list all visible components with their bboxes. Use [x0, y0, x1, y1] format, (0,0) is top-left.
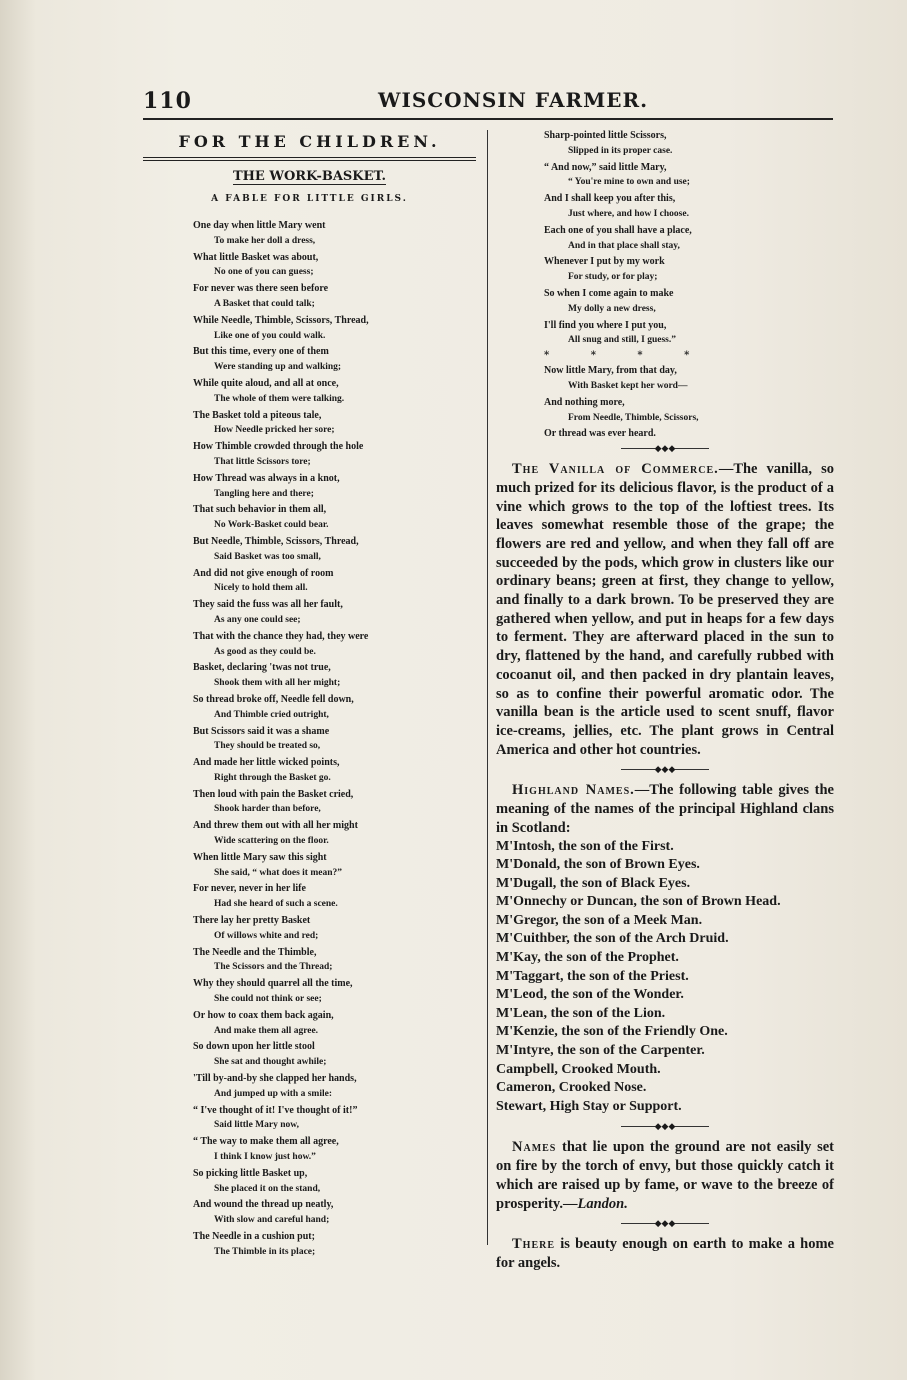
divider: ◆◆◆: [496, 1120, 834, 1134]
poem-line: She said, “ what does it mean?”: [214, 867, 342, 878]
poem-line: Or thread was ever heard.: [544, 428, 656, 440]
poem-subtitle: A FABLE FOR LITTLE GIRLS.: [211, 194, 408, 204]
poem-stanzas-left: [143, 218, 476, 1261]
column-rule: [487, 130, 488, 1245]
poem-line: That little Scissors tore;: [214, 456, 311, 467]
poem-line: Of willows white and red;: [214, 930, 319, 941]
poem-line: What little Basket was about,: [193, 251, 319, 263]
poem-line: And wound the thread up neatly,: [193, 1199, 334, 1211]
clan-name-entry: M'Onnechy or Duncan, the son of Brown Head.: [496, 894, 781, 910]
names-quote-author: Landon.: [577, 1195, 628, 1212]
clan-name-entry: M'Kenzie, the son of the Friendly One.: [496, 1024, 728, 1040]
highland-article: [496, 781, 834, 837]
vanilla-article: [496, 460, 834, 759]
poem-line: “ You're mine to own and use;: [568, 177, 690, 188]
publication-title: WISCONSIN FARMER.: [378, 88, 649, 112]
section-heading: FOR THE CHILDREN.: [178, 132, 441, 151]
clan-name-entry: Campbell, Crooked Mouth.: [496, 1061, 661, 1077]
poem-line: Whenever I put by my work: [544, 256, 665, 268]
names-quote: [496, 1138, 834, 1213]
poem-line: I think I know just how.”: [214, 1152, 316, 1163]
poem-line: Said Basket was too small,: [214, 551, 321, 562]
clan-name-entry: M'Intyre, the son of the Carpenter.: [496, 1043, 705, 1059]
poem-line: “ The way to make them all agree,: [193, 1136, 339, 1148]
clan-name-entry: Stewart, High Stay or Support.: [496, 1098, 682, 1114]
page-number: 110: [143, 88, 192, 114]
poem-line: Shook them with all her might;: [214, 678, 341, 689]
poem-line: Slipped in its proper case.: [568, 145, 673, 156]
clan-name-entry: M'Taggart, the son of the Priest.: [496, 968, 689, 984]
poem-line: She sat and thought awhile;: [214, 1057, 327, 1068]
poem-line: To make her doll a dress,: [214, 235, 316, 246]
left-column: [143, 128, 476, 1261]
poem-line: Or how to coax them back again,: [193, 1009, 334, 1021]
poem-line: From Needle, Thimble, Scissors,: [568, 412, 699, 423]
poem-line: And did not give enough of room: [193, 567, 334, 579]
poem-line: And in that place shall stay,: [568, 240, 680, 251]
poem-line: With Basket kept her word—: [568, 380, 688, 391]
poem-stars: * * * *: [544, 350, 690, 362]
poem-line: Like one of you could walk.: [214, 330, 326, 341]
poem-line: And threw them out with all her might: [193, 820, 358, 832]
poem-line: So picking little Basket up,: [193, 1167, 308, 1179]
poem-line: While Needle, Thimble, Scissors, Thread,: [193, 314, 369, 326]
clan-name-entry: M'Donald, the son of Brown Eyes.: [496, 857, 700, 873]
poem-line: That with the chance they had, they were: [193, 630, 369, 642]
poem-line: They should be treated so,: [214, 741, 321, 752]
section-rule: [143, 157, 476, 161]
poem-line: Each one of you shall have a place,: [544, 224, 692, 236]
poem-line: Were standing up and walking;: [214, 362, 342, 373]
clan-name-entry: Cameron, Crooked Nose.: [496, 1080, 647, 1096]
clan-name-entry: M'Lean, the son of the Lion.: [496, 1005, 666, 1021]
clan-name-entry: M'Dugall, the son of Black Eyes.: [496, 875, 691, 891]
poem-line: How Thread was always in a knot,: [193, 472, 340, 484]
poem-line: Tangling here and there;: [214, 488, 314, 499]
beauty-text: is beauty enough on earth to make a home for angels.: [496, 1236, 834, 1271]
poem-line: “ I've thought of it! I've thought of it!”: [193, 1104, 358, 1116]
header-rule: [143, 118, 833, 120]
poem-line: The Needle and the Thimble,: [193, 946, 317, 958]
clan-name-entry: M'Intosh, the son of the First.: [496, 838, 674, 854]
poem-line: Had she heard of such a scene.: [214, 899, 338, 910]
highland-lead: Highland Names.: [512, 782, 635, 799]
poem-line: And I shall keep you after this,: [544, 193, 676, 205]
poem-line: My dolly a new dress,: [568, 303, 656, 314]
poem-line: So thread broke off, Needle fell down,: [193, 693, 354, 705]
poem-line: All snug and still, I guess.”: [568, 335, 676, 346]
poem-line: No Work-Basket could bear.: [214, 520, 329, 531]
poem-line: When little Mary saw this sight: [193, 851, 327, 863]
poem-line: The Needle in a cushion put;: [193, 1231, 315, 1242]
beauty-quote: [496, 1235, 834, 1272]
poem-line: And nothing more,: [544, 396, 625, 408]
poem-line: Said little Mary now,: [214, 1120, 299, 1131]
clan-name-entry: M'Leod, the son of the Wonder.: [496, 987, 684, 1003]
poem-line: A Basket that could talk;: [214, 298, 315, 309]
poem-line: And make them all agree.: [214, 1025, 319, 1036]
vanilla-lead: The Vanilla of Commerce.: [512, 461, 719, 478]
poem-line: She placed it on the stand,: [214, 1183, 321, 1194]
poem-line: And jumped up with a smile:: [214, 1088, 332, 1099]
clan-name-entry: M'Kay, the son of the Prophet.: [496, 950, 679, 966]
names-quote-lead: Names: [512, 1139, 557, 1156]
poem-line: That such behavior in them all,: [193, 504, 327, 516]
poem-line: Just where, and how I choose.: [568, 208, 689, 219]
divider: ◆◆◆: [496, 763, 834, 777]
poem-line: She could not think or see;: [214, 994, 322, 1005]
poem-line: For study, or for play;: [568, 272, 658, 283]
poem-line: Basket, declaring 'twas not true,: [193, 662, 331, 674]
poem-line: They said the fuss was all her fault,: [193, 599, 343, 611]
poem-line: “ And now,” said little Mary,: [544, 161, 667, 173]
poem-line: How Thimble crowded through the hole: [193, 441, 364, 453]
clan-name-entry: M'Cuithber, the son of the Arch Druid.: [496, 931, 729, 947]
poem-ending: [496, 363, 834, 442]
right-column: [496, 128, 834, 1273]
highland-names-list: [496, 838, 834, 1117]
poem-line: But this time, every one of them: [193, 346, 329, 358]
poem-line: The Thimble in its place;: [214, 1246, 316, 1257]
clan-name-entry: M'Gregor, the son of a Meek Man.: [496, 912, 703, 928]
names-quote-text: that lie upon the ground are not easily set on fire by the torch of envy, but those quickly catch it which are raised up by fame, or wave to the breeze of prosperity.—: [496, 1139, 834, 1212]
poem-line: For never was there seen before: [193, 283, 329, 295]
poem-line: Sharp-pointed little Scissors,: [544, 130, 667, 141]
poem-line: One day when little Mary went: [193, 220, 326, 231]
poem-line: No one of you can guess;: [214, 267, 314, 278]
beauty-lead: There: [512, 1236, 556, 1253]
poem-line: Why they should quarrel all the time,: [193, 978, 353, 990]
poem-line: 'Till by-and-by she clapped her hands,: [193, 1073, 357, 1085]
poem-line: Now little Mary, from that day,: [544, 365, 677, 377]
poem-line: While quite aloud, and all at once,: [193, 377, 339, 389]
poem-line: Right through the Basket go.: [214, 772, 331, 783]
poem-line: The Basket told a piteous tale,: [193, 409, 322, 421]
poem-line: As any one could see;: [214, 614, 301, 625]
poem-line: Nicely to hold them all.: [214, 583, 308, 594]
poem-line: The Scissors and the Thread;: [214, 962, 333, 973]
poem-line: And made her little wicked points,: [193, 757, 340, 769]
poem-line: I'll find you where I put you,: [544, 319, 667, 331]
poem-line: Wide scattering on the floor.: [214, 836, 329, 847]
divider: ◆◆◆: [496, 1217, 834, 1231]
poem-stanzas-right: [496, 128, 834, 349]
highland-text: —The following table gives the meaning of the names of the principal Highland clans in Scotland:: [496, 782, 834, 836]
poem-line: So down upon her little stool: [193, 1041, 315, 1053]
poem-title: THE WORK-BASKET.: [232, 169, 387, 184]
poem-line: But Scissors said it was a shame: [193, 725, 330, 737]
poem-line: There lay her pretty Basket: [193, 915, 311, 927]
poem-line: The whole of them were talking.: [214, 393, 345, 404]
poem-line: How Needle pricked her sore;: [214, 425, 335, 436]
poem-line: So when I come again to make: [544, 287, 674, 299]
poem-line: As good as they could be.: [214, 646, 316, 657]
vanilla-text: —The vanilla, so much prized for its delicious flavor, is the product of a vine which grows to the top of the loftiest trees. Its leaves somewhat resemble those of the grape; the flowers are red and yellow, and when they fall off are succeeded by the pods, which grow in clusters like our ordinary beans; green at first, they change to yellow, and finally to a dark brown. To be preserved they are gathered when yellow, and put in heaps for a few days to ferment. They are afterward placed in the sun to dry, flattened by the hand, and carefully rubbed with cocoanut oil, and then packed in dry plantain leaves, so as to confine their powerful aromatic odor. The vanilla bean is the article used to scent snuff, flavor ice-creams, jellies, etc. The plant grows in Central America and other hot countries.: [496, 461, 835, 758]
poem-line: And Thimble cried outright,: [214, 709, 329, 720]
poem-line: Shook harder than before,: [214, 804, 321, 815]
divider: ◆◆◆: [496, 442, 834, 456]
poem-line: But Needle, Thimble, Scissors, Thread,: [193, 535, 359, 547]
poem-line: For never, never in her life: [193, 883, 306, 895]
poem-line: Then loud with pain the Basket cried,: [193, 788, 354, 800]
poem-line: With slow and careful hand;: [214, 1215, 330, 1226]
